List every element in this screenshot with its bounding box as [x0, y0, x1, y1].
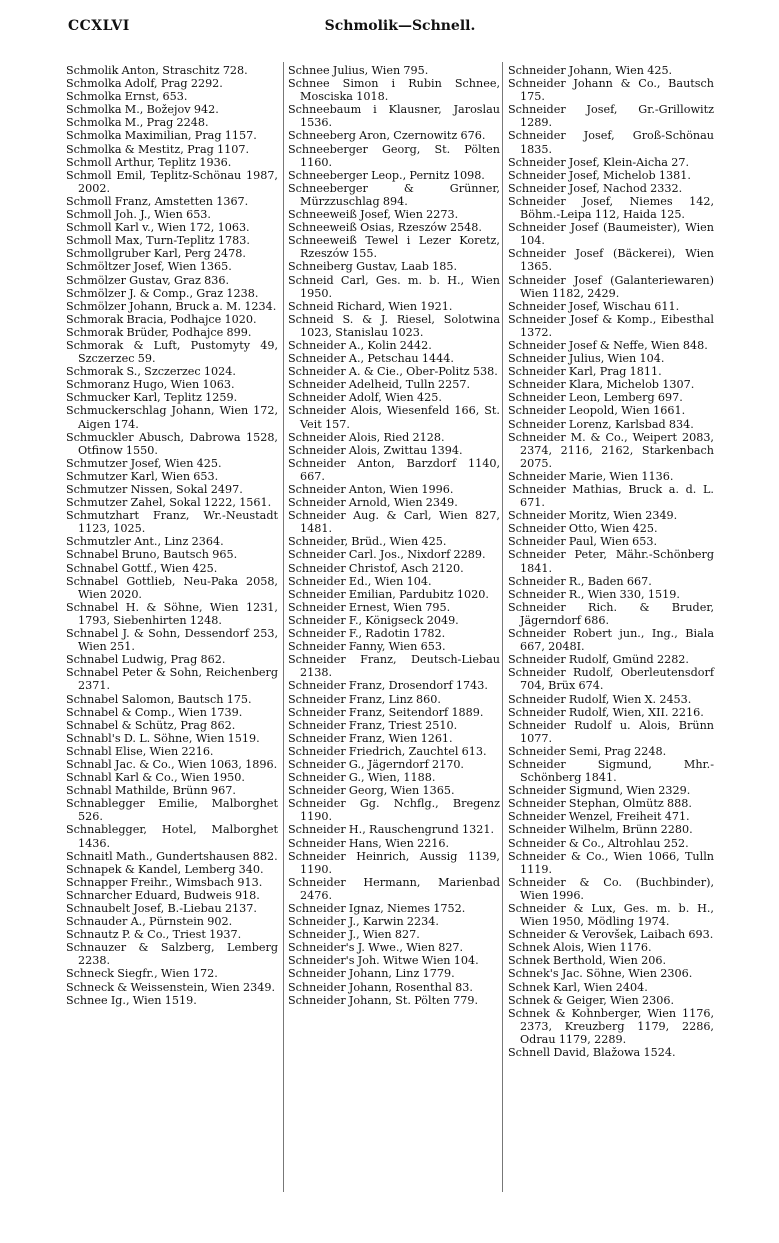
directory-entry: Schneider Christof, Asch 2120. [288, 561, 464, 575]
directory-entry: Schneider J., Wien 827. [288, 928, 420, 942]
directory-entry: Schneider Josef, Groß-Schönau 1835. [508, 129, 714, 156]
page-number: CCXLVI [68, 18, 130, 34]
directory-entry: Schneid Carl, Ges. m. b. H., Wien 1950. [288, 273, 500, 300]
directory-entry: Schmölzer J. & Comp., Graz 1238. [66, 286, 259, 300]
directory-entry: Schneider Josef (Galanteriewaren) Wien 1182, 2429. [508, 273, 714, 300]
column-1 [66, 64, 278, 1007]
directory-entry: Schmoll Max, Turn-Teplitz 1783. [66, 234, 250, 248]
directory-entry: Schneider Alois, Wiesenfeld 166, St. Veit 157. [288, 404, 500, 431]
directory-entry: Schneck Siegfr., Wien 172. [66, 967, 218, 981]
directory-entry: Schmorak Bracia, Podhajce 1020. [66, 312, 257, 326]
directory-entry: Schneider & Co. (Buchbinder), Wien 1996. [508, 875, 714, 902]
directory-entry: Schneider Heinrich, Aussig 1139, 1190. [288, 849, 500, 876]
directory-entry: Schmolka Maximilian, Prag 1157. [66, 129, 257, 143]
directory-entry: Schneider Josef, Gr.-Grillowitz 1289. [508, 103, 714, 130]
directory-entry: Schnaubelt Josef, B.-Liebau 2137. [66, 902, 257, 915]
directory-entry: Schnabel Gottf., Wien 425. [66, 561, 218, 575]
directory-entry: Schneider Leon, Lemberg 697. [508, 391, 683, 405]
directory-entry: Schneider Paul, Wien 653. [508, 535, 658, 549]
column-divider [502, 62, 503, 1192]
directory-entry: Schmolka Adolf, Prag 2292. [66, 77, 223, 91]
directory-entry: Schneider Stephan, Olmütz 888. [508, 797, 692, 811]
directory-entry: Schnabel Peter & Sohn, Reichenberg 2371. [66, 666, 278, 693]
directory-entry: Schneider Klara, Michelob 1307. [508, 378, 695, 392]
directory-entry: Schneeberg Aron, Czernowitz 676. [288, 129, 486, 143]
directory-entry: Schneider Franz, Wien 1261. [288, 731, 453, 745]
directory-entry: Schneider Aug. & Carl, Wien 827, 1481. [288, 509, 500, 536]
directory-entry: Schnek & Geiger, Wien 2306. [508, 993, 675, 1007]
directory-entry: Schneider R., Baden 667. [508, 574, 652, 588]
directory-entry: Schmollgruber Karl, Perg 2478. [66, 247, 246, 261]
directory-entry: Schneider Arnold, Wien 2349. [288, 496, 458, 510]
directory-entry: Schneider & Lux, Ges. m. b. H., Wien 1950, Mödling 1974. [508, 902, 714, 929]
directory-entry: Schneider Hermann, Marienbad 2476. [288, 875, 500, 902]
directory-entry: Schneider Robert jun., Ing., Biala 667, 2048I. [508, 627, 714, 654]
directory-entry: Schneider Josef, Klein-Aicha 27. [508, 155, 690, 169]
directory-entry: Schnapek & Kandel, Lemberg 340. [66, 862, 264, 876]
directory-entry: Schnabl Jac. & Co., Wien 1063, 1896. [66, 757, 278, 771]
directory-entry: Schneider A., Petschau 1444. [288, 352, 454, 366]
directory-entry: Schmuckler Abusch, Dabrowa 1528, Otfinow 1550. [66, 430, 278, 457]
directory-entry: Schneider Josef, Niemes 142, Böhm.-Leipa 112, Haida 125. [508, 194, 714, 222]
directory-entry: Schneider Rudolf, Oberleutensdorf 704, Brüx 674. [508, 666, 714, 693]
directory-entry: Schneider Adolf, Wien 425. [288, 391, 442, 405]
directory-entry: Schneider Hans, Wien 2216. [288, 836, 450, 850]
directory-entry: Schneider Sigmund, Mhr.-Schönberg 1841. [508, 757, 714, 785]
directory-entry: Schneider M. & Co., Weipert 2083, 2374, 2116, 2162, Starkenbach 2075. [508, 430, 714, 470]
directory-entry: Schnabel Salomon, Bautsch 175. [66, 692, 252, 706]
column-2 [288, 64, 500, 1007]
directory-entry: Schnee Julius, Wien 795. [288, 64, 429, 77]
directory-entry: Schnabl Karl & Co., Wien 1950. [66, 771, 245, 785]
directory-entry: Schnell David, Blažowa 1524. [508, 1046, 676, 1060]
directory-entry: Schmölzer Gustav, Graz 836. [66, 273, 230, 287]
directory-entry: Schnautz P. & Co., Triest 1937. [66, 928, 242, 942]
directory-entry: Schneider Franz, Seitendorf 1889. [288, 705, 484, 719]
directory-entry: Schneider G., Wien, 1188. [288, 771, 436, 785]
directory-entry: Schnabel Bruno, Bautsch 965. [66, 548, 238, 562]
directory-entry: Schneider Franz, Linz 860. [288, 692, 441, 706]
directory-entry: Schneid S. & J. Riesel, Solotwina 1023, Stanislau 1023. [288, 312, 500, 339]
directory-entry: Schneider Carl. Jos., Nixdorf 2289. [288, 548, 486, 562]
directory-entry: Schmoll Emil, Teplitz-Schönau 1987, 2002. [66, 168, 278, 195]
directory-entry: Schneider Ignaz, Niemes 1752. [288, 902, 466, 915]
directory-entry: Schnabel & Comp., Wien 1739. [66, 705, 243, 719]
directory-entry: Schneeweiß Osias, Rzeszów 2548. [288, 221, 482, 235]
directory-entry: Schmolik Anton, Straschitz 728. [66, 64, 248, 77]
directory-entry: Schmolka & Mestitz, Prag 1107. [66, 142, 250, 156]
directory-entry: Schnek's Jac. Söhne, Wien 2306. [508, 967, 693, 981]
directory-entry: Schnek & Kohnberger, Wien 1176, 2373, Kreuzberg 1179, 2286, Odrau 1179, 2289. [508, 1006, 714, 1046]
directory-entry: Schneider Johann & Co., Bautsch 175. [508, 77, 714, 104]
directory-entry: Schneeberger Georg, St. Pölten 1160. [288, 142, 500, 169]
directory-entry: Schneider Julius, Wien 104. [508, 352, 665, 366]
directory-entry: Schneider Rudolf, Wien, XII. 2216. [508, 705, 704, 719]
directory-entry: Schneebaum i Klausner, Jaroslau 1536. [288, 103, 500, 130]
directory-entry: Schneck & Weissenstein, Wien 2349. [66, 980, 276, 994]
directory-entry: Schneider A. & Cie., Ober-Politz 538. [288, 365, 498, 379]
directory-entry: Schneider Franz, Drosendorf 1743. [288, 679, 488, 693]
directory-entry: Schneider Josef (Baumeister), Wien 104. [508, 221, 714, 248]
directory-entry: Schnabel Ludwig, Prag 862. [66, 653, 226, 667]
directory-entry: Schneider Mathias, Bruck a. d. L. 671. [508, 483, 714, 510]
directory-entry: Schmölzer Johann, Bruck a. M. 1234. [66, 299, 277, 313]
directory-entry: Schnek Karl, Wien 2404. [508, 980, 648, 994]
directory-entry: Schmutzler Ant., Linz 2364. [66, 535, 224, 549]
directory-entry: Schneider Karl, Prag 1811. [508, 365, 662, 379]
directory-entry: Schneider Johann, Linz 1779. [288, 967, 455, 981]
directory-entry: Schmoll Arthur, Teplitz 1936. [66, 155, 232, 169]
directory-entry: Schneider Josef, Michelob 1381. [508, 168, 691, 182]
directory-entry: Schneider G., Jägerndorf 2170. [288, 757, 464, 771]
directory-entry: Schmoll Joh. J., Wien 653. [66, 208, 211, 222]
directory-entry: Schnabel & Schütz, Prag 862. [66, 718, 236, 732]
directory-entry: Schmutzer Karl, Wien 653. [66, 469, 219, 483]
directory-entry: Schnabl Elise, Wien 2216. [66, 744, 214, 758]
directory-entry: Schnauzer & Salzberg, Lemberg 2238. [66, 941, 278, 968]
directory-entry: Schneider Rudolf u. Alois, Brünn 1077. [508, 718, 714, 745]
directory-entry: Schnarcher Eduard, Budweis 918. [66, 888, 260, 902]
directory-entry: Schnaitl Math., Gundertshausen 882. [66, 849, 278, 863]
directory-entry: Schneider H., Rauschengrund 1321. [288, 823, 495, 837]
directory-entry: Schneider Ed., Wien 104. [288, 574, 432, 588]
directory-entry: Schneider A., Kolin 2442. [288, 338, 432, 352]
directory-entry: Schnauder A., Pürnstein 902. [66, 915, 233, 929]
directory-entry: Schmoll Karl v., Wien 172, 1063. [66, 221, 250, 235]
directory-entry: Schneider Sigmund, Wien 2329. [508, 784, 691, 798]
directory-entry: Schnablegger Emilie, Malborghet 526. [66, 797, 278, 824]
directory-entry: Schneider R., Wien 330, 1519. [508, 587, 680, 601]
directory-entry: Schneider Wilhelm, Brünn 2280. [508, 823, 693, 837]
directory-entry: Schmutzer Zahel, Sokal 1222, 1561. [66, 496, 272, 510]
directory-entry: Schneider Fanny, Wien 653. [288, 640, 446, 654]
directory-entry: Schneider Anton, Wien 1996. [288, 483, 454, 496]
directory-entry: Schneider Marie, Wien 1136. [508, 469, 674, 483]
directory-entry: Schmoranz Hugo, Wien 1063. [66, 378, 235, 392]
directory-entry: Schnabel H. & Söhne, Wien 1231, 1793, Siebenhirten 1248. [66, 600, 278, 627]
directory-entry: Schneider Johann, Wien 425. [508, 64, 673, 77]
column-divider [283, 62, 284, 1192]
directory-entry: Schneider J., Karwin 2234. [288, 915, 439, 929]
directory-entry: Schneider & Co., Wien 1066, Tulln 1119. [508, 849, 714, 876]
directory-entry: Schneeberger & Grünner, Mürzzuschlag 894. [288, 181, 500, 208]
directory-entry: Schmutzer Josef, Wien 425. [66, 456, 222, 470]
directory-entry: Schnablegger, Hotel, Malborghet 1436. [66, 823, 278, 850]
directory-entry: Schneeberger Leop., Pernitz 1098. [288, 168, 485, 182]
directory-entry: Schneider Otto, Wien 425. [508, 522, 658, 536]
directory-entry: Schneider Semi, Prag 2248. [508, 744, 667, 758]
directory-entry: Schneider Rich. & Bruder, Jägerndorf 686. [508, 600, 714, 627]
directory-entry: Schneider Moritz, Wien 2349. [508, 509, 678, 523]
directory-entry: Schneider's Joh. Witwe Wien 104. [288, 954, 479, 968]
directory-entry: Schneider Ernest, Wien 795. [288, 600, 451, 614]
directory-entry: Schneider Johann, St. Pölten 779. [288, 993, 479, 1007]
directory-entry: Schneider's J. Wwe., Wien 827. [288, 941, 464, 955]
directory-entry: Schmorak Brüder, Podhajce 899. [66, 325, 252, 339]
directory-entry: Schneider Friedrich, Zauchtel 613. [288, 744, 487, 758]
directory-entry: Schneider Alois, Zwittau 1394. [288, 443, 463, 457]
directory-entry: Schnabl Mathilde, Brünn 967. [66, 784, 236, 798]
directory-entry: Schneeweiß Josef, Wien 2273. [288, 208, 459, 222]
directory-entry: Schmolka Ernst, 653. [66, 90, 188, 104]
directory-entry: Schneider Georg, Wien 1365. [288, 784, 455, 798]
directory-entry: Schmorak S., Szczerzec 1024. [66, 365, 236, 379]
directory-entry: Schneider Josef & Komp., Eibesthal 1372. [508, 312, 714, 339]
directory-entry: Schneider Rudolf, Gmünd 2282. [508, 653, 689, 667]
directory-entry: Schmolka M., Božejov 942. [66, 103, 219, 117]
page-title: Schmolik—Schnell. [324, 18, 476, 34]
directory-entry: Schneider F., Radotin 1782. [288, 627, 446, 641]
directory-entry: Schmutzhart Franz, Wr.-Neustadt 1123, 1025. [66, 509, 278, 536]
directory-entry: Schnee Ig., Wien 1519. [66, 993, 197, 1007]
directory-entry: Schmöltzer Josef, Wien 1365. [66, 260, 232, 274]
directory-entry: Schneider Franz, Triest 2510. [288, 718, 458, 732]
directory-entry: Schmucker Karl, Teplitz 1259. [66, 391, 238, 405]
directory-entry: Schneider Alois, Ried 2128. [288, 430, 445, 444]
directory-entry: Schneider Leopold, Wien 1661. [508, 404, 686, 418]
directory-entry: Schneider Josef, Nachod 2332. [508, 181, 683, 195]
directory-entry: Schnabel J. & Sohn, Dessendorf 253, Wien 251. [66, 627, 278, 654]
directory-entry: Schmolka M., Prag 2248. [66, 116, 209, 130]
directory-entry: Schneider Emilian, Pardubitz 1020. [288, 587, 489, 601]
directory-entry: Schneider Anton, Barzdorf 1140, 667. [288, 456, 500, 483]
directory-entry: Schnapper Freihr., Wimsbach 913. [66, 875, 263, 889]
directory-entry: Schneid Richard, Wien 1921. [288, 299, 453, 313]
directory-entry: Schneiberg Gustav, Laab 185. [288, 260, 458, 274]
directory-entry: Schneider F., Königseck 2049. [288, 613, 459, 627]
directory-entry: Schneider Gg. Nchflg., Bregenz 1190. [288, 797, 500, 824]
directory-entry: Schneider Franz, Deutsch-Liebau 2138. [288, 653, 500, 680]
directory-entry: Schnek Berthold, Wien 206. [508, 954, 667, 968]
directory-entry: Schnabel Gottlieb, Neu-Paka 2058, Wien 2020. [66, 574, 278, 601]
directory-entry: Schneider Lorenz, Karlsbad 834. [508, 417, 694, 431]
directory-entry: Schnabl's D. L. Söhne, Wien 1519. [66, 731, 260, 745]
column-3 [508, 64, 714, 1059]
directory-entry: Schmutzer Nissen, Sokal 2497. [66, 483, 243, 496]
directory-entry: Schneider Josef (Bäckerei), Wien 1365. [508, 247, 714, 274]
directory-entry: Schneider Rudolf, Wien X. 2453. [508, 692, 692, 706]
directory-entry: Schneider, Brüd., Wien 425. [288, 535, 447, 549]
directory-entry: Schneider Adelheid, Tulln 2257. [288, 378, 471, 392]
directory-entry: Schneider & Verovšek, Laibach 693. [508, 928, 714, 942]
directory-entry: Schmorak & Luft, Pustomyty 49, Szczerzec 59. [66, 338, 278, 366]
directory-entry: Schneider Peter, Mähr.-Schönberg 1841. [508, 548, 714, 575]
directory-entry: Schmuckerschlag Johann, Wien 172, Aigen 174. [66, 404, 278, 431]
directory-entry: Schneeweiß Tewel i Lezer Koretz, Rzeszów 155. [288, 234, 500, 261]
directory-entry: Schneider Josef & Neffe, Wien 848. [508, 338, 708, 352]
directory-entry: Schneider Wenzel, Freiheit 471. [508, 810, 690, 824]
directory-entry: Schneider & Co., Altrohlau 252. [508, 836, 689, 850]
directory-entry: Schmoll Franz, Amstetten 1367. [66, 194, 249, 208]
directory-entry: Schneider Josef, Wischau 611. [508, 299, 680, 313]
directory-entry: Schnee Simon i Rubin Schnee, Mosciska 1018. [288, 77, 500, 104]
directory-entry: Schnek Alois, Wien 1176. [508, 941, 652, 955]
directory-entry: Schneider Johann, Rosenthal 83. [288, 980, 473, 994]
